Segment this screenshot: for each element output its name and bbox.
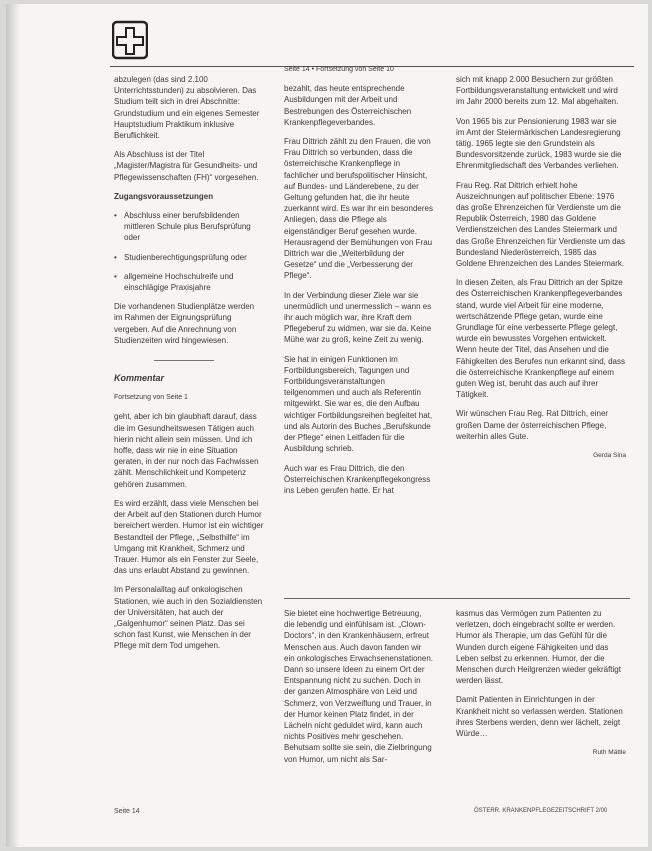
comment-heading: Kommentar [114, 373, 165, 384]
article-signature: Gerda Sina [593, 452, 626, 460]
continuation-note: Seite 14 • Fortsetzung von Seite 10 [284, 66, 394, 73]
col1-paragraph-1: abzulegen (das sind 2.100 Unterrichtsstunden) zu absolvieren. Das Studium teilt sich in drei Abschnitte: Grundstudium und ein eigenes Semester Hauptstudium Praktikum inklusive Beruflichkeit. [114, 75, 260, 141]
col1-paragraph-5: Es wird erzählt, dass viele Menschen bei der Arbeit auf den Stationen durch Humor bereichert werden. Humor ist ein wichtiger Bestandteil der Pflege, „Selbsthilfe“ im Umgang mit Krankheit, Schmerz und Trauer. Humor als ein Fenster zur Seele, das uns erlaubt Abstand zu gewinnen. [114, 498, 264, 576]
association-logo-icon [112, 20, 148, 60]
column-left [114, 74, 264, 660]
col3-paragraph-5: Wir wünschen Frau Reg. Rat Dittrich, einer großen Dame der österreichischen Pflege, weiterhin alles Gute. [456, 409, 609, 441]
col3-paragraph-2: Von 1965 bis zur Pensionierung 1983 war sie im Amt der Steiermärkischen Landesregierung tätig. 1965 legte sie den Grundstein als Bundesvorsitzende zurück, 1983 wurde sie die Ehrenmitgliedschaft des Verbandes verliehen. [456, 116, 622, 171]
requirement-item: • Abschluss einer berufsbildenden mittleren Schule plus Berufsprüfung oder [114, 210, 264, 244]
comment-continued-middle [284, 608, 434, 773]
col3-paragraph-1: sich mit knapp 2.000 Besuchern zur größten Fortbildungsveranstaltung entwickelt und wird im Jahr 2000 bereits zum 12. Mal abgehalten. [456, 75, 619, 107]
col3-paragraph-4: In diesen Zeiten, als Frau Dittrich an der Spitze des Österreichischen Krankenpflegeverbandes stand, wurde viel Arbeit für eine moderne, wertschätzende Pflege getan, wurde eine Grundlage für eine verbesserte Pflege gelegt, wurde ein bewusstes Vorgehen entwickelt. Wenn heute der Titel, das Ansehen und die Fähigkeiten des Berufes nun erkannt sind, dass die österreichische Krankenpflege auf einem guten Weg ist, beruht das auch auf ihrer Tätigkeit. [456, 278, 625, 400]
requirement-item: • Studienberechtigungsprüfung oder [114, 252, 264, 263]
comment-subheading: Fortsetzung von Seite 1 [114, 394, 188, 402]
publication-footer: ÖSTERR. KRANKENPFLEGEZEITSCHRIFT 2/00 [474, 808, 608, 814]
page-number: Seite 14 [114, 808, 140, 815]
box-divider [284, 598, 630, 599]
col1-paragraph-4: geht, aber ich bin glaubhaft darauf, dass die im Gesundheitswesen Tätigen auch hierin nicht allein sein müssen. Und ich hoffe, dass wir nie in eine Situation geraten, in der nur noch das Fachwissen zählt. Menschlichkeit und Kompetenz gehören zusammen. [114, 412, 259, 489]
column-right [456, 74, 626, 469]
comment-paragraph: Damit Patienten in Einrichtungen in der Krankheit nicht so verlassen werden. Stationen ihres Sterbens werden, denn wer lächelt, zeigt Würde… [456, 695, 623, 739]
col2-paragraph-1: bezahlt, das heute entsprechende Ausbildungen mit der Arbeit und Bestrebungen des Österreichischen Krankenpflegeverbandes. [284, 84, 412, 127]
col1-paragraph-3: Die vorhandenen Studienplätze werden im Rahmen der Eignungsprüfung vergeben. Auf die Anrechnung von Studienzeiten wird hingewiesen. [114, 302, 255, 345]
requirements-heading: Zugangsvoraussetzungen [114, 191, 214, 201]
col3-paragraph-3: Frau Reg. Rat Dittrich erhielt hohe Auszeichnungen auf politischer Ebene: 1976 das große Ehrenzeichen für Verdienste um die Republik Österreich, 1980 das Goldene Verdienstzeichen des Landes Steiermark und das Große Ehrenzeichen für Verdienste um das Bundesland Niederösterreich, 1985 das Goldene Ehrenzeichen des Landes Steiermark. [456, 180, 625, 269]
col1-paragraph-2: Als Abschluss ist der Titel „Magister/Magistra für Gesundheits- und Pflegewissenschaften (FH)“ vorgesehen. [114, 150, 259, 182]
col2-paragraph-3: In der Verbindung dieser Ziele war sie unermüdlich und unermesslich – wann es ihr auch möglich war, ihre Kraft dem Pflegeberuf zu widmen, war sie da. Keine Mühe war zu groß, keine Zeit zu wenig. [284, 290, 432, 345]
binding-shadow [6, 4, 20, 847]
comment-continued-right [456, 608, 626, 766]
col2-paragraph-5: Auch war es Frau Dittrich, die den Österreichischen Krankenpflegekongress ins Leben gerufen hatte. Er hat [284, 463, 431, 495]
col2-paragraph-2: Frau Dittrich zählt zu den Frauen, die von Frau Dittrich so verbunden, dass die österreichische Krankenpflege in fachlicher und berufspolitischer Hinsicht, auf Bundes- und Länderebene, zu der Geltung gefunden hat, die ihr heute zuerkannt wird. Es war ihr ein besonderes Anliegen, dass die Pflege als eigenständiger Beruf gesehen wurde. Herausragend der Bemühungen von Frau Dittrich war die „Weiterbildung der Gesetze“ und die „Verbesserung der Pflege“. [284, 137, 433, 281]
requirement-item: • allgemeine Hochschulreife und einschlägige Praxisjahre [114, 271, 264, 293]
magazine-page [6, 4, 648, 847]
comment-signature: Ruth Mättle [592, 749, 626, 757]
column-middle [284, 64, 434, 504]
comment-paragraph: kasmus das Vermögen zum Patienten zu verletzen, doch eingebracht sollte er werden. Humor als Therapie, um das Gefühl für die Wunden durch eigene Fähigkeiten und das Leben selbst zu erkennen. Humor, der die Menschen durch Heilgrenzen wieder gekräftigt werden lässt. [456, 609, 621, 686]
section-divider [154, 360, 214, 361]
col2-paragraph-4: Sie hat in einigen Funktionen im Fortbildungsbereich, Tagungen und Fortbildungsveranstaltungen teilgenommen und auch als Referentin mitgewirkt. Sie war es, die den Aufbau wichtiger Fortbildungsreihen begleitet hat, und als Autorin des Buches „Berufskunde der Pflege“ einen Leitfaden für die Ausbildung schrieb. [284, 354, 433, 454]
comment-paragraph: Sie bietet eine hochwertige Betreuung, die lebendig und einfühlsam ist. „Clown-Doctors“, in den Krankenhäusern, erfreut Menschen aus. Auch davon fanden wir ein onkologisches Erwachsenenstationen. Dann so unsere Ideen zu einem Ort der Entspannung nicht zu suchen. Doch in der ganzen Atmosphäre von Leid und Schmerz, von Verzweiflung und Trauer, in der Humor keinen Platz findet, in der Lächeln nicht geduldet wird, kann auch nichts Positives mehr geschehen. Behutsam sollte sie sein, die Zielbringung von Humor, um nicht als Sar- [284, 609, 433, 764]
col1-paragraph-6: Im Personalalltag auf onkologischen Stationen, wie auch in den Sozialdiensten der Universitäten, hat auch der „Galgenhumor“ seinen Platz. Das sei schon fast Kunst, wie Menschen in der Pflege mit dem Tod umgehen. [114, 585, 263, 651]
